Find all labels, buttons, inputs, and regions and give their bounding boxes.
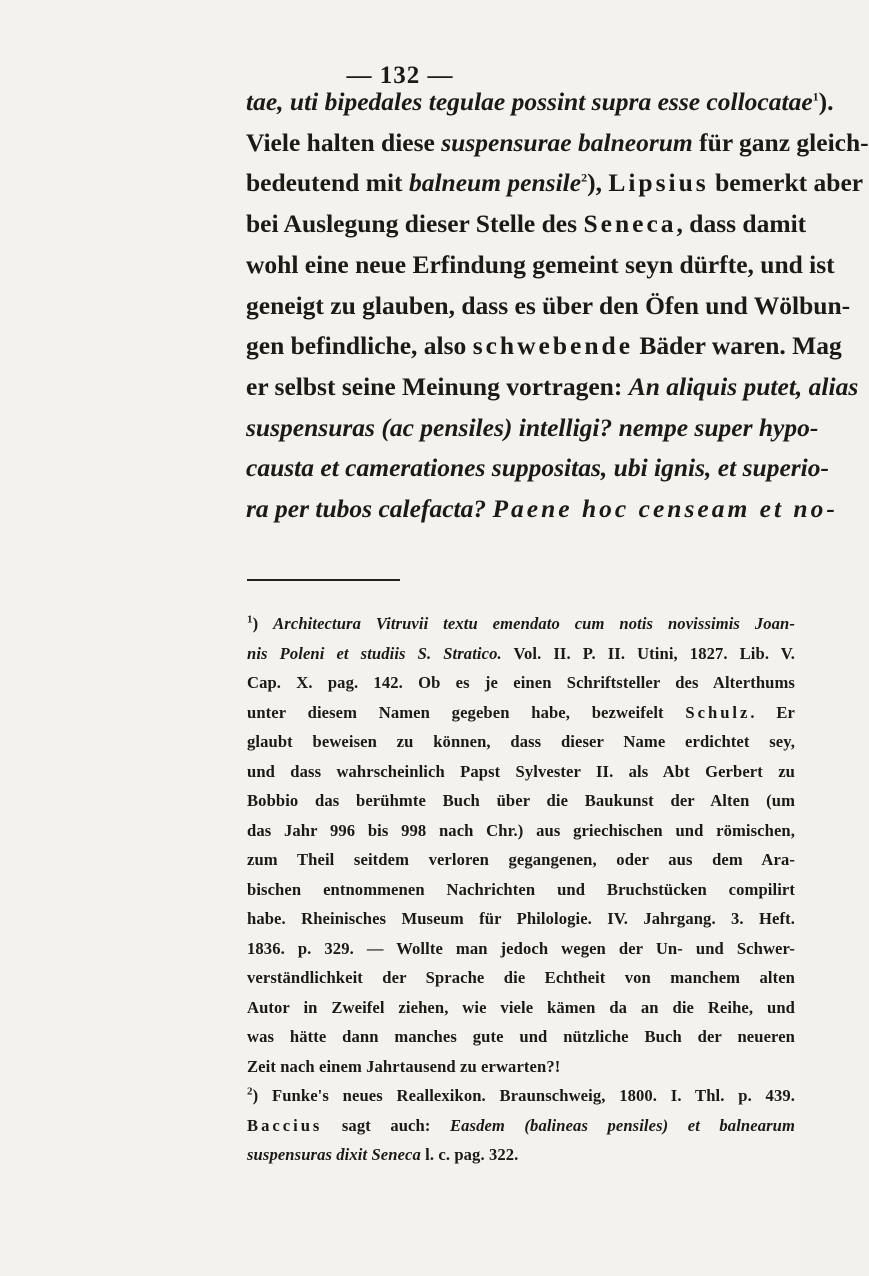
text-segment: l. c. pag. 322. [420,1145,519,1164]
footnote-ref: 2 [581,170,588,185]
text-line [246,326,842,367]
text-segment: Bäder waren. Mag [633,331,842,361]
text-segment: Vol. II. P. II. Utini, 1827. Lib. V. [501,643,795,663]
text-segment: verständlichkeit der Sprache die Echtheit von manchem alten [247,968,795,987]
footnote-line [247,845,795,875]
main-text [246,82,869,530]
footnote-line [247,993,795,1023]
text-segment: ) [252,614,274,633]
text-segment: suspensuras dixit Seneca [247,1145,421,1164]
text-segment: das Jahr 996 bis 998 nach Chr.) aus griechischen und römischen, [247,820,795,840]
footnote-line [247,904,795,934]
text-segment: wohl eine neue Erfindung gemeint seyn dürfte, und ist [246,249,835,279]
footnote-line [247,698,795,728]
text-segment: geneigt zu glauben, dass es über den Öfen und Wölbun- [246,290,851,320]
text-segment: gen befindliche, also [246,331,473,361]
text-segment: habe. Rheinisches Museum für Philologie. IV. Jahrgang. 3. Heft. [247,909,795,928]
text-segment: suspensurae balneorum [441,127,693,157]
footnote-line [247,757,795,787]
text-segment: causta et camerationes suppositas, ubi ignis, et superio- [246,453,830,483]
text-segment: tae, uti bipedales tegulae possint supra esse collocatae [246,87,813,116]
footnote-number: 2 [247,1085,253,1098]
text-segment: sagt auch: [322,1115,450,1135]
footnote-line [247,1140,795,1170]
text-segment: ) Funke's neues Reallexikon. Braunschweig, 1800. I. Thl. p. 439. [252,1086,795,1105]
text-segment: unter diesem Namen gegeben habe, bezweifelt [247,702,686,722]
text-segment: 1836. p. 329. — Wollte man jedoch wegen der Un- und Schwer- [247,938,795,958]
text-line [246,245,835,286]
text-line [246,408,819,449]
footnote-line [247,1081,795,1111]
text-line [246,82,834,123]
footnote-line [247,639,795,669]
text-line [246,367,859,408]
footnote-line [247,786,795,816]
text-line [246,448,830,489]
text-segment: zum Theil seitdem verloren gegangenen, oder aus dem Ara- [247,850,795,869]
text-line [246,489,838,530]
text-segment: Zeit nach einem Jahrtausend zu erwarten?! [247,1056,561,1076]
text-segment: nis Poleni et studiis S. Stratico. [247,643,502,663]
text-segment: Bobbio das berühmte Buch über die Baukunst der Alten (um [247,791,795,810]
footnote-line [247,963,795,993]
footnote-line [247,727,795,757]
footnote-ref: 1 [812,89,819,104]
text-segment: ra per tubos calefacta? [246,494,493,524]
text-segment: Lipsius [608,168,709,198]
text-segment: Seneca [583,209,677,239]
text-segment: ), [587,168,609,198]
text-segment: Easdem (balineas pensiles) et balnearum [449,1115,796,1135]
footnote-number: 1 [247,613,253,626]
text-segment: glaubt beweisen zu können, dass dieser Name erdichtet sey, [247,732,795,751]
text-segment: bedeutend mit [246,168,409,198]
page-number: — 132 — [346,62,454,89]
text-segment: Schulz [685,702,751,722]
text-line [246,123,869,164]
footnote-line [247,609,795,639]
text-segment: bei Auslegung dieser Stelle des [246,209,584,239]
text-segment: balneum pensile [408,168,582,198]
text-segment: ). [818,87,834,116]
footnote-line [247,668,795,698]
footnote-line [247,875,795,905]
text-line [246,163,864,204]
footnote-line [247,934,795,964]
text-segment: schwebende [472,331,634,361]
footnote-line [247,816,795,846]
footnote-line [247,1022,795,1052]
text-segment: Architectura Vitruvii textu emendato cum notis novissimis Joan- [273,614,796,633]
text-segment: Autor in Zweifel ziehen, wie viele kämen da an die Reihe, und [247,997,795,1017]
text-segment: Viele halten diese [246,127,442,157]
text-segment: . Er [750,702,795,722]
text-line [246,204,807,245]
footnotes [247,609,795,1170]
text-segment: bemerkt aber [708,168,864,198]
text-segment: Cap. X. pag. 142. Ob es je einen Schriftsteller des Alterthums [247,673,795,692]
text-segment: , dass damit [676,209,807,239]
text-segment: was hätte dann manches gute und nützliche Buch der neueren [247,1027,795,1046]
text-segment: Paene hoc censeam et no- [492,494,838,524]
text-segment: er selbst seine Meinung vortragen: [246,371,629,401]
text-segment: An aliquis putet, alias [628,371,859,401]
text-segment: und dass wahrscheinlich Papst Sylvester II. als Abt Gerbert zu [247,761,795,781]
text-segment: bischen entnommenen Nachrichten und Bruchstücken compilirt [247,879,795,899]
footnote-line [247,1111,795,1141]
text-segment: Baccius [247,1115,323,1135]
footnote-line [247,1052,795,1082]
text-line [246,286,851,327]
footnote-divider [247,579,400,581]
text-segment: suspensuras (ac pensiles) intelligi? nempe super hypo- [246,412,819,442]
text-segment: für ganz gleich- [692,127,869,157]
